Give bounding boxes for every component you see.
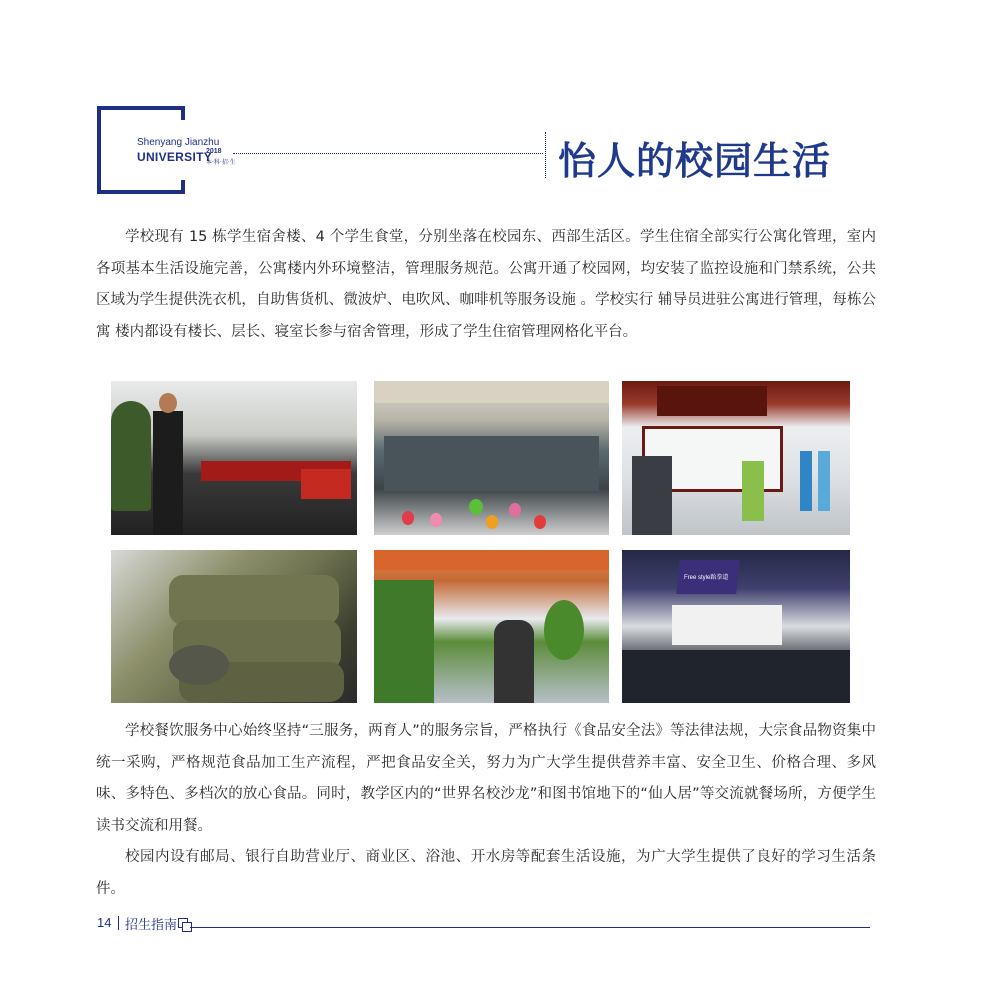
paragraph-dormitories: 学校现有 15 栋学生宿舍楼、4 个学生食堂，分别坐落在校园东、西部生活区。学生住宿全部实行公寓化管理，室内各项基本生活设施完善，公寓楼内外环境整洁，管理服务规范。公寓开通了校园网，均安装了监控设施和门禁系统，公共区域为学生提供洗衣机，自助售货机、微波炉、电吹风、咖啡机等服务设施 。学校实行 辅导员进驻公寓进行管理，每栋公寓 楼内都设有楼长、层长、寝室长参与宿舍管理，形成了学生住宿管理网格化平台。 [96, 229, 876, 341]
photo-folded-quilt [111, 550, 357, 703]
footer-rule [190, 927, 870, 928]
photo-student-reading [111, 381, 357, 535]
header-dotted-line [233, 153, 543, 154]
logo-text-line2: UNIVERSITY [137, 150, 213, 164]
page-number: 14 [97, 915, 112, 930]
logo-year: 2018 [206, 148, 222, 155]
banner-text: Free style跆拳道 [684, 575, 729, 581]
logo-subtitle: 本·科·招·生 [206, 159, 236, 166]
footer-separator [118, 916, 119, 930]
paragraph-dining: 学校餐饮服务中心始终坚持“三服务，两育人”的服务宗旨，严格执行《食品安全法》等法律法规，大宗食品物资集中统一采购，严格规范食品加工生产流程，严把食品安全关，努力为广大学生提供营养丰富、安全卫生、价格合理、多风味、多特色、多档次的放心食品。同时，教学区内的“世界名校沙龙”和图书馆地下的“仙人居”等交流就餐场所，方便学生读书交流和用餐。 [96, 723, 876, 835]
photo-taekwondo-show [622, 550, 850, 703]
page-title: 怡人的校园生活 [558, 139, 832, 183]
photo-library-study [374, 550, 609, 703]
photo-ceremony-group [374, 381, 609, 535]
paragraph-facilities: 校园内设有邮局、银行自助营业厅、商业区、浴池、开水房等配套生活设施，为广大学生提供了良好的学习生活条件。 [96, 849, 876, 897]
logo-text-line1: Shenyang Jianzhu [137, 137, 220, 148]
footer-section-label: 招生指南 [125, 918, 178, 933]
photo-service-counter [622, 381, 850, 535]
header-divider [545, 132, 549, 178]
